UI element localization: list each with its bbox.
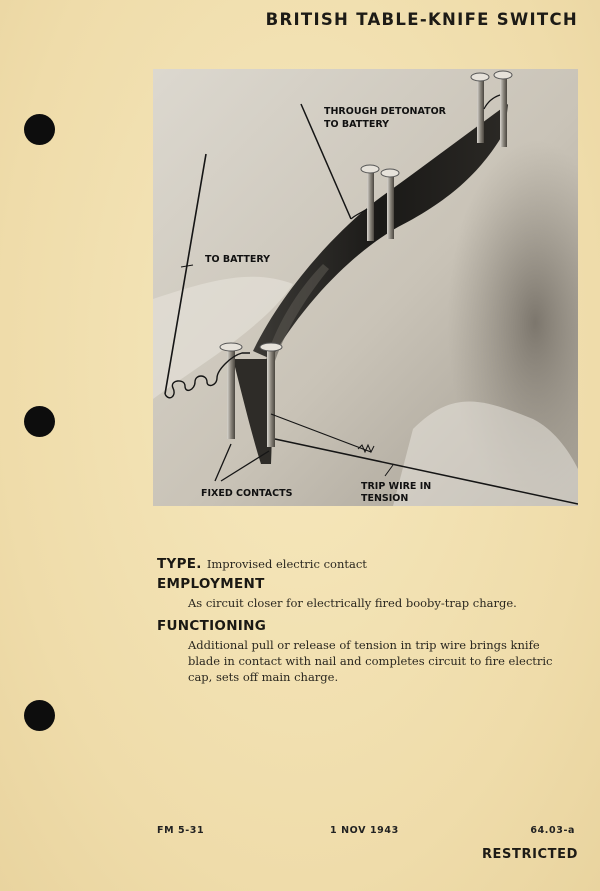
employment-text: As circuit closer for electrically fired booby-trap charge. [188, 596, 517, 610]
binder-hole-middle [24, 406, 55, 437]
functioning-text: Additional pull or release of tension in trip wire brings knife blade in contact with nail and completes circuit to fire electric cap, sets off main charge. [188, 638, 553, 684]
label-to-battery: TO BATTERY [205, 254, 271, 265]
binder-hole-bottom [24, 700, 55, 731]
label-fixed-contacts: FIXED CONTACTS [201, 488, 293, 499]
footer-manual: FM 5-31 [157, 825, 205, 836]
switch-illustration [153, 69, 578, 506]
employment-heading: EMPLOYMENT [157, 576, 265, 592]
page-title: BRITISH TABLE-KNIFE SWITCH [265, 10, 578, 29]
classification-marking: RESTRICTED [481, 847, 578, 862]
footer-page-number: 64.03-a [530, 825, 575, 836]
type-label: TYPE. [157, 556, 202, 572]
functioning-heading: FUNCTIONING [157, 618, 267, 634]
switch-photo [153, 69, 578, 506]
binder-hole-top [24, 114, 55, 145]
footer-date: 1 NOV 1943 [330, 825, 399, 836]
label-through-detonator-line1: THROUGH DETONATOR [324, 106, 446, 117]
label-through-detonator-line2: TO BATTERY [324, 119, 390, 130]
label-trip-wire-line1: TRIP WIRE IN [361, 481, 432, 492]
label-trip-wire-line2: TENSION [361, 493, 409, 504]
type-text: Improvised electric contact [206, 557, 367, 571]
type-line [157, 553, 367, 572]
